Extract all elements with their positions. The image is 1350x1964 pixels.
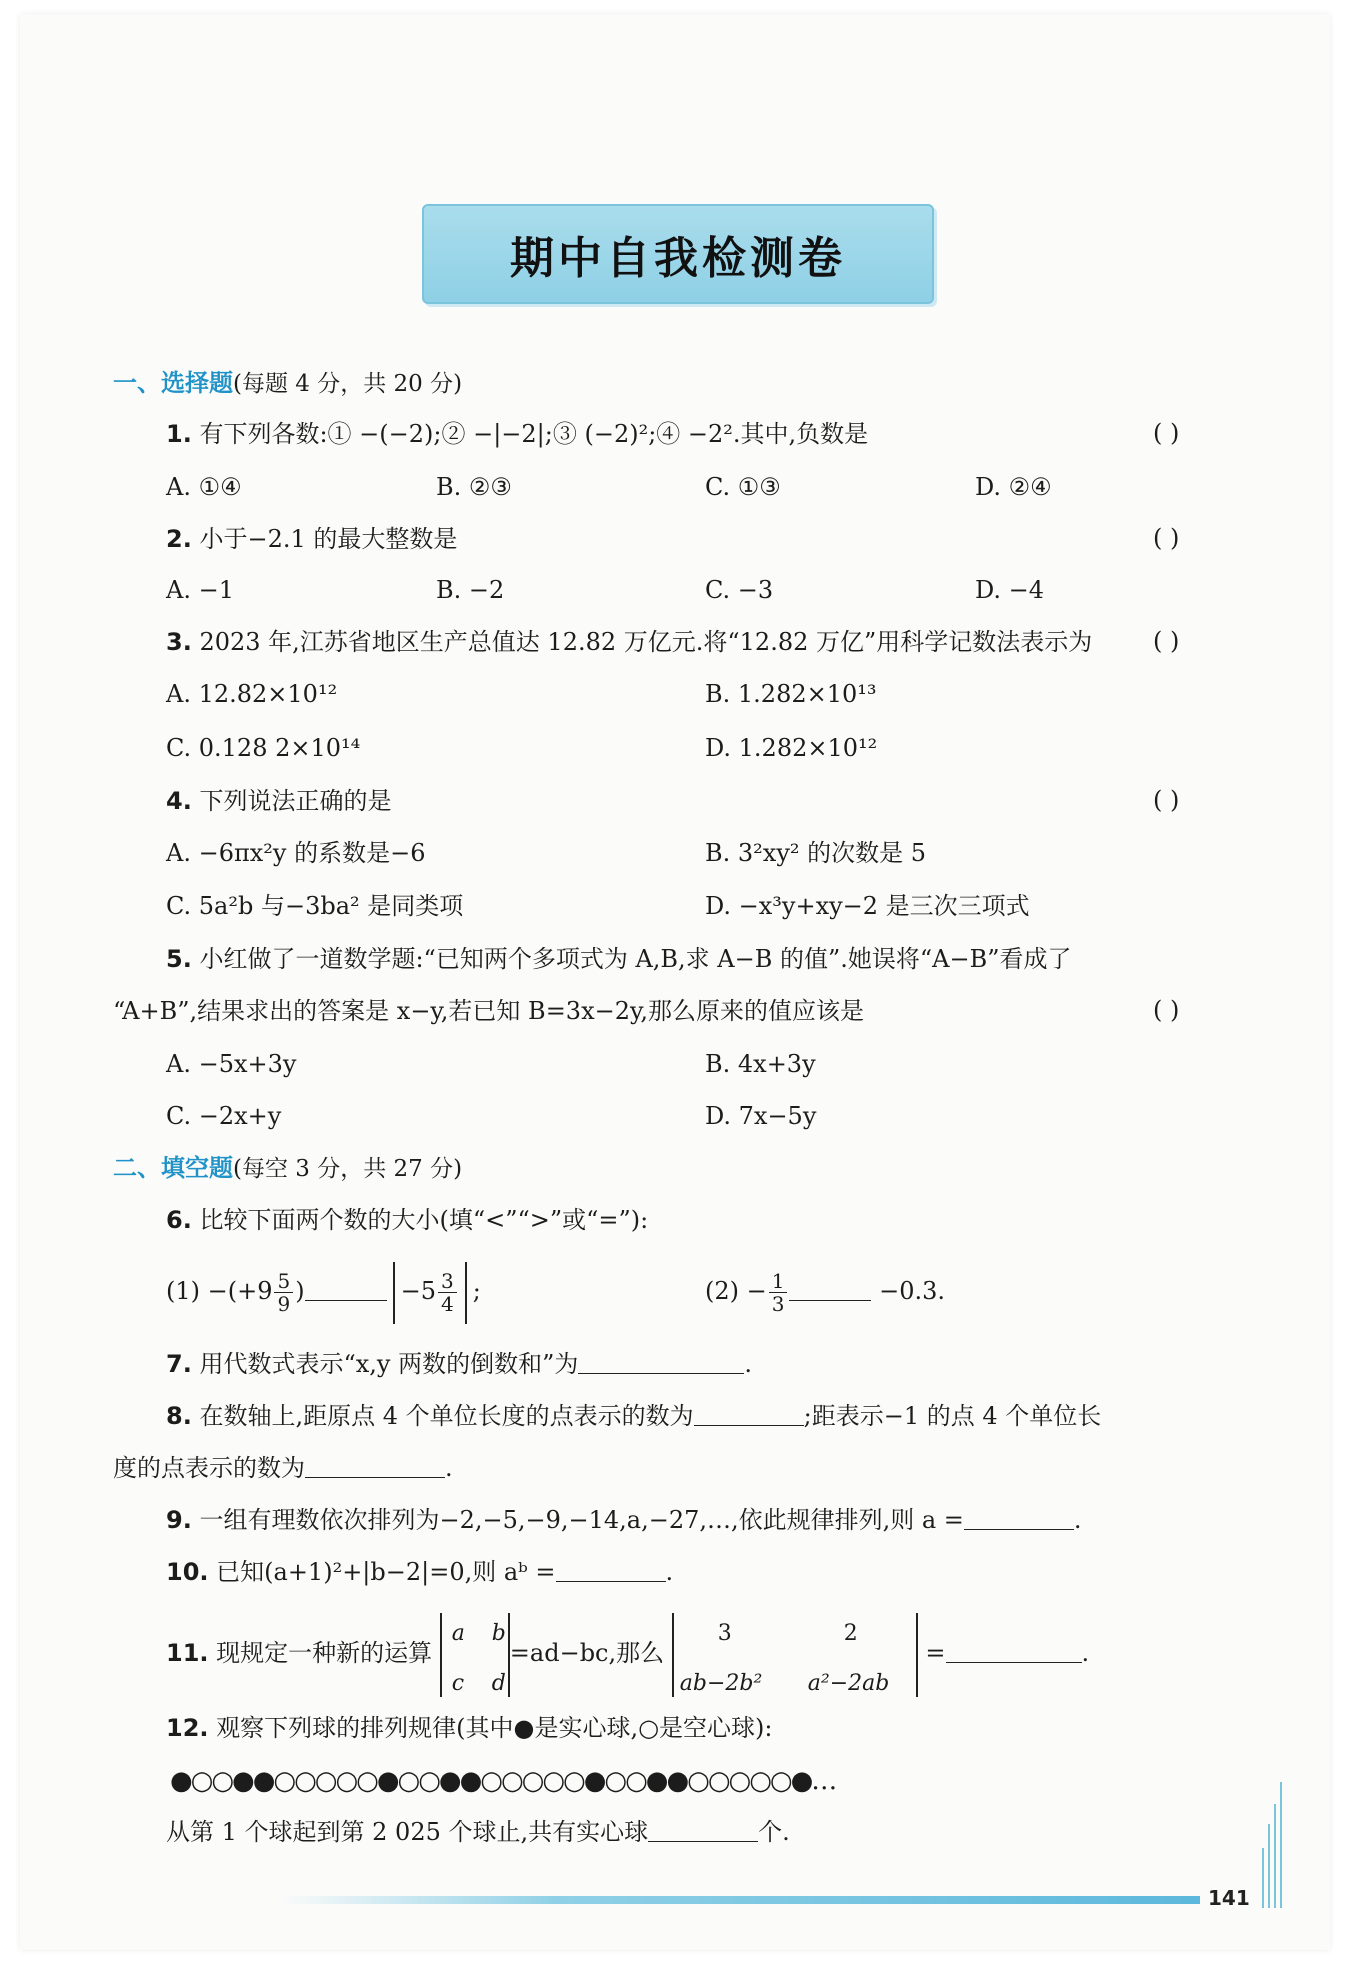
option-5c: C. −2x+y <box>166 1102 282 1130</box>
denominator: 3 <box>771 1292 785 1316</box>
section-heading-choice <box>113 368 462 399</box>
part-label: (1) −(+9 <box>166 1277 273 1305</box>
answer-blank[interactable] <box>946 1640 1082 1663</box>
option-2b: B. −2 <box>436 576 505 604</box>
answer-blank[interactable] <box>305 1455 445 1478</box>
question-text: 用代数式表示“x,y 两数的倒数和”为 <box>199 1350 579 1378</box>
question-number: 11. <box>166 1639 209 1667</box>
section-note: (每空 3 分，共 27 分) <box>233 1156 463 1182</box>
question-text: 小于−2.1 的最大整数是 <box>199 525 458 553</box>
question-number: 10. <box>166 1558 209 1586</box>
question-12-tail <box>166 1817 790 1847</box>
denominator: 9 <box>277 1292 291 1316</box>
option-2d: D. −4 <box>975 576 1045 604</box>
fraction <box>438 1270 457 1315</box>
question-text: 个. <box>758 1818 790 1846</box>
question-number: 2. <box>166 525 192 553</box>
option-5b: B. 4x+3y <box>705 1050 816 1078</box>
det-cell: b <box>491 1620 506 1646</box>
question-number: 1. <box>166 420 192 448</box>
fraction <box>274 1270 293 1315</box>
option-4c: C. 5a²b 与−3ba² 是同类项 <box>166 892 464 920</box>
question-number: 4. <box>166 787 192 815</box>
option-4b: B. 3²xy² 的次数是 5 <box>705 839 927 867</box>
numerator: 3 <box>438 1270 457 1293</box>
det-cell: a <box>451 1620 465 1646</box>
det-cell: a²−2ab <box>807 1670 890 1696</box>
decorative-lines <box>1262 1780 1286 1908</box>
option-3d: D. 1.282×10¹² <box>705 734 878 762</box>
option-4d: D. −x³y+xy−2 是三次三项式 <box>705 892 1030 920</box>
det-cell: 3 <box>717 1620 732 1646</box>
page-title: 期中自我检测卷 <box>510 233 846 284</box>
answer-paren-3: ( ) <box>1153 627 1180 655</box>
option-5a: A. −5x+3y <box>166 1050 297 1078</box>
section-name: 二、填空题 <box>113 1154 233 1182</box>
abs-value: −5 <box>400 1277 436 1305</box>
question-8 <box>166 1401 1101 1431</box>
question-3 <box>166 627 1092 657</box>
section-heading-fill <box>113 1153 462 1184</box>
fraction <box>769 1270 788 1315</box>
question-text: 已知(a+1)²+|b−2|=0,则 aᵇ = <box>216 1558 556 1586</box>
question-text: 在数轴上,距原点 4 个单位长度的点表示的数为 <box>199 1402 694 1430</box>
question-number: 8. <box>166 1402 192 1430</box>
question-12 <box>166 1713 772 1743</box>
question-text: 从第 1 个球起到第 2 025 个球止,共有实心球 <box>166 1818 649 1846</box>
question-number: 9. <box>166 1506 192 1534</box>
question-number: 12. <box>166 1714 209 1742</box>
section-name: 一、选择题 <box>113 369 233 397</box>
answer-paren-2: ( ) <box>1153 524 1180 552</box>
question-11: 11. 现规定一种新的运算 a b c d =ad−bc,那么 3 2 ab−2b² a²−2ab = . <box>166 1608 1089 1698</box>
question-1 <box>166 419 868 449</box>
answer-paren-1: ( ) <box>1153 419 1180 447</box>
question-text: 比较下面两个数的大小(填“<”“>”或“=”): <box>199 1206 649 1234</box>
answer-paren-4: ( ) <box>1153 786 1180 814</box>
option-3c: C. 0.128 2×10¹⁴ <box>166 734 361 762</box>
question-text: 下列说法正确的是 <box>199 787 392 815</box>
question-6-part-2 <box>705 1256 945 1326</box>
option-3b: B. 1.282×10¹³ <box>705 680 877 708</box>
answer-blank[interactable] <box>556 1559 666 1582</box>
answer-blank[interactable] <box>305 1278 387 1301</box>
answer-paren-5: ( ) <box>1153 996 1180 1024</box>
answer-blank[interactable] <box>578 1351 744 1374</box>
question-10: 10. 已知(a+1)²+|b−2|=0,则 aᵇ = . <box>166 1558 674 1586</box>
option-2c: C. −3 <box>705 576 774 604</box>
denominator: 4 <box>440 1292 454 1316</box>
question-9: 9. 一组有理数依次排列为−2,−5,−9,−14,a,−27,…,依此规律排列,则 a = . <box>166 1506 1082 1534</box>
det-cell: ab−2b² <box>679 1670 763 1696</box>
question-text: 小红做了一道数学题:“已知两个多项式为 A,B,求 A−B 的值”.她误将“A−B”看成了 <box>199 945 1072 973</box>
compare-value: −0.3. <box>879 1277 946 1305</box>
footer-bar <box>280 1896 1200 1904</box>
question-text: 一组有理数依次排列为−2,−5,−9,−14,a,−27,…,依此规律排列,则 a = <box>199 1506 964 1534</box>
question-5 <box>166 944 1072 974</box>
option-2a: A. −1 <box>166 576 234 604</box>
question-number: 6. <box>166 1206 192 1234</box>
determinant-expression <box>672 1613 918 1697</box>
option-4a: A. −6πx²y 的系数是−6 <box>166 839 426 867</box>
option-3a: A. 12.82×10¹² <box>166 680 338 708</box>
question-text: =ad−bc,那么 <box>509 1639 665 1667</box>
title-banner <box>422 204 934 304</box>
option-1d: D. ②④ <box>975 473 1052 501</box>
question-text: ;距表示−1 的点 4 个单位长 <box>803 1402 1102 1430</box>
question-6-part-1: (1) −(+9 $\frac{5}{9}$ ) −5 $\frac{3}{4}$ ; <box>166 1256 481 1326</box>
abs-bar <box>465 1262 467 1324</box>
question-2 <box>166 524 457 554</box>
question-text: 现规定一种新的运算 <box>216 1639 433 1667</box>
numerator: 1 <box>769 1270 788 1293</box>
abs-bar <box>393 1262 395 1324</box>
det-cell: d <box>491 1670 506 1696</box>
question-text: 观察下列球的排列规律(其中●是实心球,○是空心球): <box>216 1714 773 1742</box>
option-5d: D. 7x−5y <box>705 1102 817 1130</box>
det-cell: 2 <box>843 1620 858 1646</box>
det-cell: c <box>451 1670 465 1696</box>
question-number: 7. <box>166 1350 192 1378</box>
question-text: 有下列各数:① −(−2);② −|−2|;③ (−2)²;④ −2².其中,负数是 <box>199 420 869 448</box>
option-1c: C. ①③ <box>705 473 781 501</box>
option-1b: B. ②③ <box>436 473 512 501</box>
question-5-line-2: “A+B”,结果求出的答案是 x−y,若已知 B=3x−2y,那么原来的值应该是 <box>113 997 864 1025</box>
answer-blank[interactable] <box>694 1403 804 1426</box>
ball-sequence: ●○○●●○○○○○●○○●●○○○○○●○○●●○○○○○●… <box>170 1766 836 1796</box>
question-6 <box>166 1205 648 1235</box>
question-4 <box>166 786 391 816</box>
answer-blank[interactable] <box>789 1278 871 1301</box>
question-8-line-2: 度的点表示的数为 . <box>113 1454 453 1482</box>
determinant-definition <box>440 1613 510 1697</box>
answer-blank[interactable] <box>648 1819 758 1842</box>
question-number: 3. <box>166 628 192 656</box>
answer-blank[interactable] <box>964 1507 1074 1530</box>
question-text: 度的点表示的数为 <box>113 1454 305 1482</box>
question-text: 2023 年,江苏省地区生产总值达 12.82 万亿元.将“12.82 万亿”用科学记数法表示为 <box>199 628 1093 656</box>
part-label: (2) − <box>705 1277 767 1305</box>
numerator: 5 <box>274 1270 293 1293</box>
question-number: 5. <box>166 945 192 973</box>
equals-sign: = <box>925 1639 946 1667</box>
option-1a: A. ①④ <box>166 473 242 501</box>
question-7: 7. 用代数式表示“x,y 两数的倒数和”为 . <box>166 1350 752 1378</box>
page-number: 141 <box>1208 1886 1250 1910</box>
section-note: (每题 4 分，共 20 分) <box>233 371 463 397</box>
